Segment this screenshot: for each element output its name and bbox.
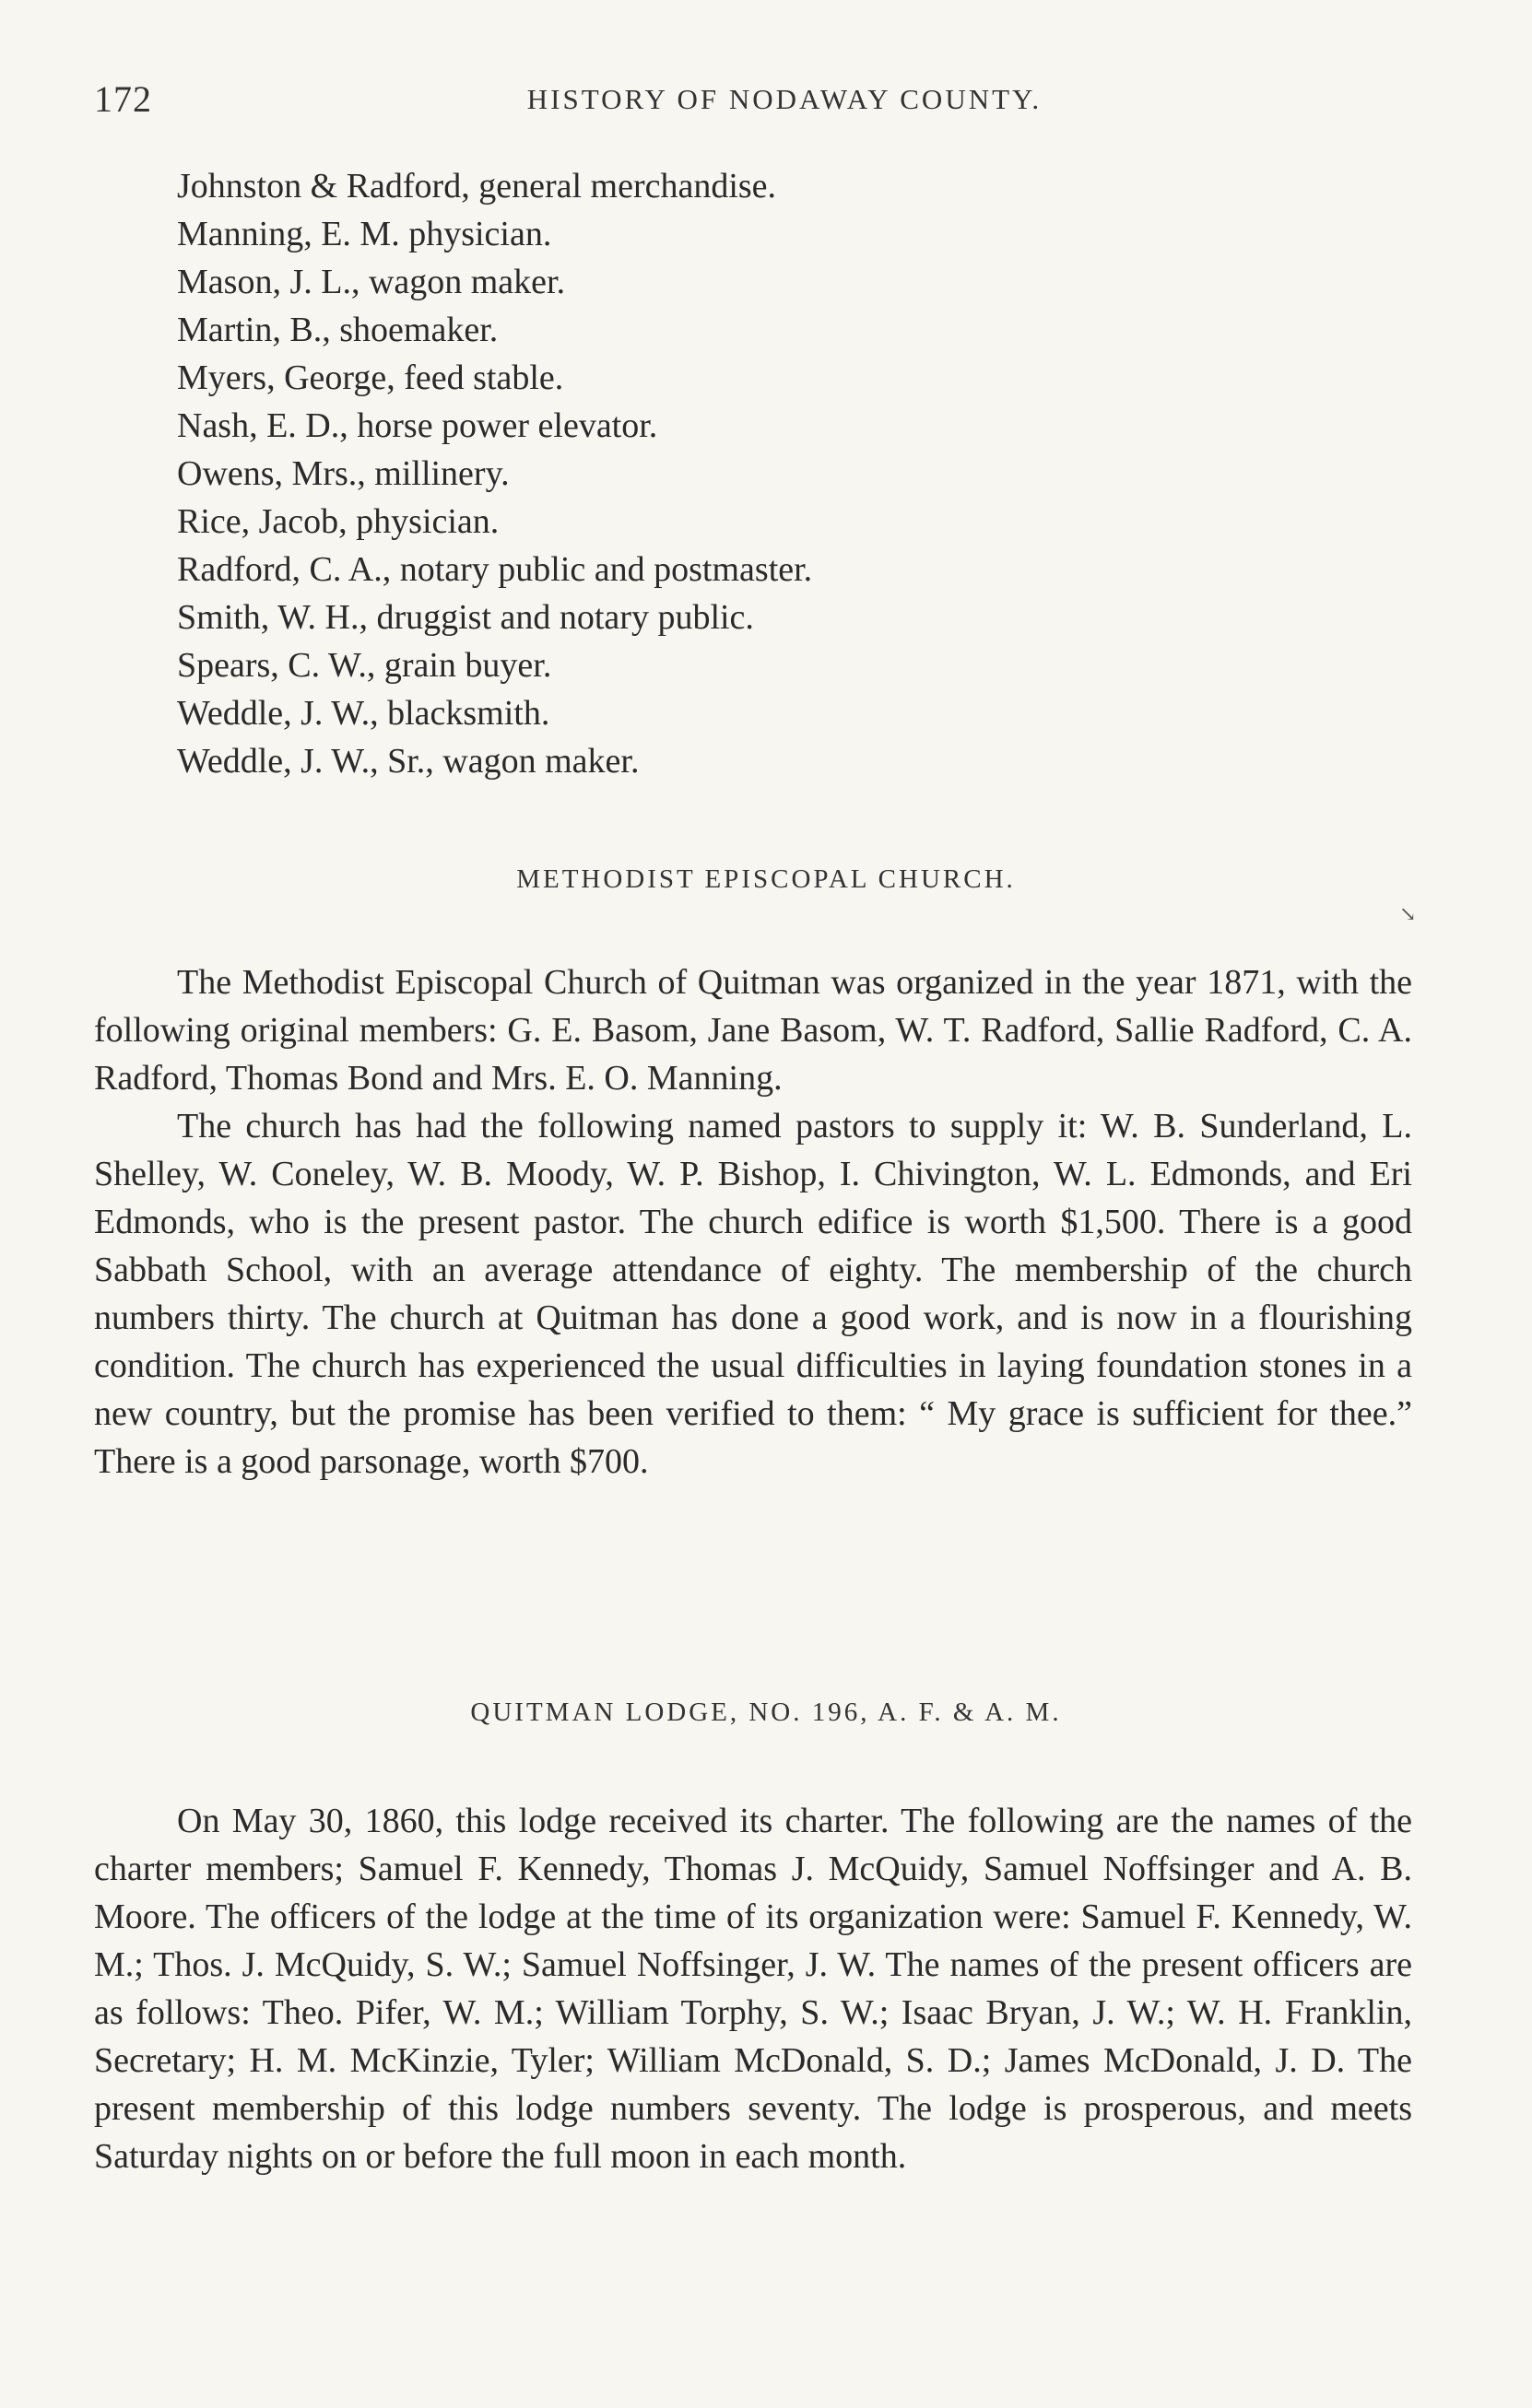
methodist-paragraph: The church has had the following named pastors to supply it: W. B. Sunderland, L. Shelley, W. Coneley, W. B. Moody, W. P. Bishop, I. Chivington, W. L. Edmonds, and Eri Edmonds, who is the present pastor. The church edifice is worth $1,500. There is a good Sabbath School, with an average attendance of eighty. The membership of the church numbers thirty. The church at Quitman has done a good work, and is now in a flourishing condition. The church has experienced the usual difficulties in laying foundation stones in a new country, but the promise has been verified to them: “ My grace is sufficient for thee.” There is a good parsonage, worth $700. [94,1107,1412,1481]
directory-entry: Manning, E. M. physician. [177,215,552,253]
directory-entry: Myers, George, feed stable. [177,358,564,397]
directory-entry: Martin, B., shoemaker. [177,311,499,349]
directory-entry: Spears, C. W., grain buyer. [177,646,552,685]
business-directory [177,162,812,785]
stray-mark-icon: ↘ [1399,903,1417,926]
directory-entry: Owens, Mrs., millinery. [177,454,510,493]
directory-entry: Nash, E. D., horse power elevator. [177,406,658,445]
page-number: 172 [94,78,152,120]
methodist-section [94,958,1412,1486]
directory-entry: Smith, W. H., druggist and notary public. [177,598,754,637]
lodge-heading: QUITMAN LODGE, NO. 196, A. F. & A. M. [470,1697,1062,1727]
directory-entry: Mason, J. L., wagon maker. [177,263,566,301]
methodist-heading: METHODIST EPISCOPAL CHURCH. [516,864,1016,894]
running-title: HISTORY OF NODAWAY COUNTY. [526,83,1043,115]
directory-entry: Rice, Jacob, physician. [177,502,500,541]
directory-entry: Radford, C. A., notary public and postmaster. [177,550,813,589]
lodge-paragraph: On May 30, 1860, this lodge received its charter. The following are the names of the charter members; Samuel F. Kennedy, Thomas J. McQuidy, Samuel Noffsinger and A. B. Moore. The officers of the lodge at the time of its organization were: Samuel F. Kennedy, W. M.; Thos. J. McQuidy, S. W.; Samuel Noffsinger, J. W. The names of the present officers are as follows: Theo. Pifer, W. M.; William Torphy, S. W.; Isaac Bryan, J. W.; W. H. Franklin, Secretary; H. M. McKinzie, Tyler; William McDonald, S. D.; James McDonald, J. D. The present membership of this lodge numbers seventy. The lodge is prosperous, and meets Saturday nights on or before the full moon in each month. [94,1802,1412,2176]
directory-entry: Johnston & Radford, general merchandise. [177,167,777,206]
directory-entry: Weddle, J. W., Sr., wagon maker. [177,742,640,781]
methodist-paragraph: The Methodist Episcopal Church of Quitman was organized in the year 1871, with the following original members: G. E. Basom, Jane Basom, W. T. Radford, Sallie Radford, C. A. Radford, Thomas Bond and Mrs. E. O. Manning. [94,963,1412,1098]
lodge-section [94,1797,1412,2180]
directory-entry: Weddle, J. W., blacksmith. [177,694,550,733]
